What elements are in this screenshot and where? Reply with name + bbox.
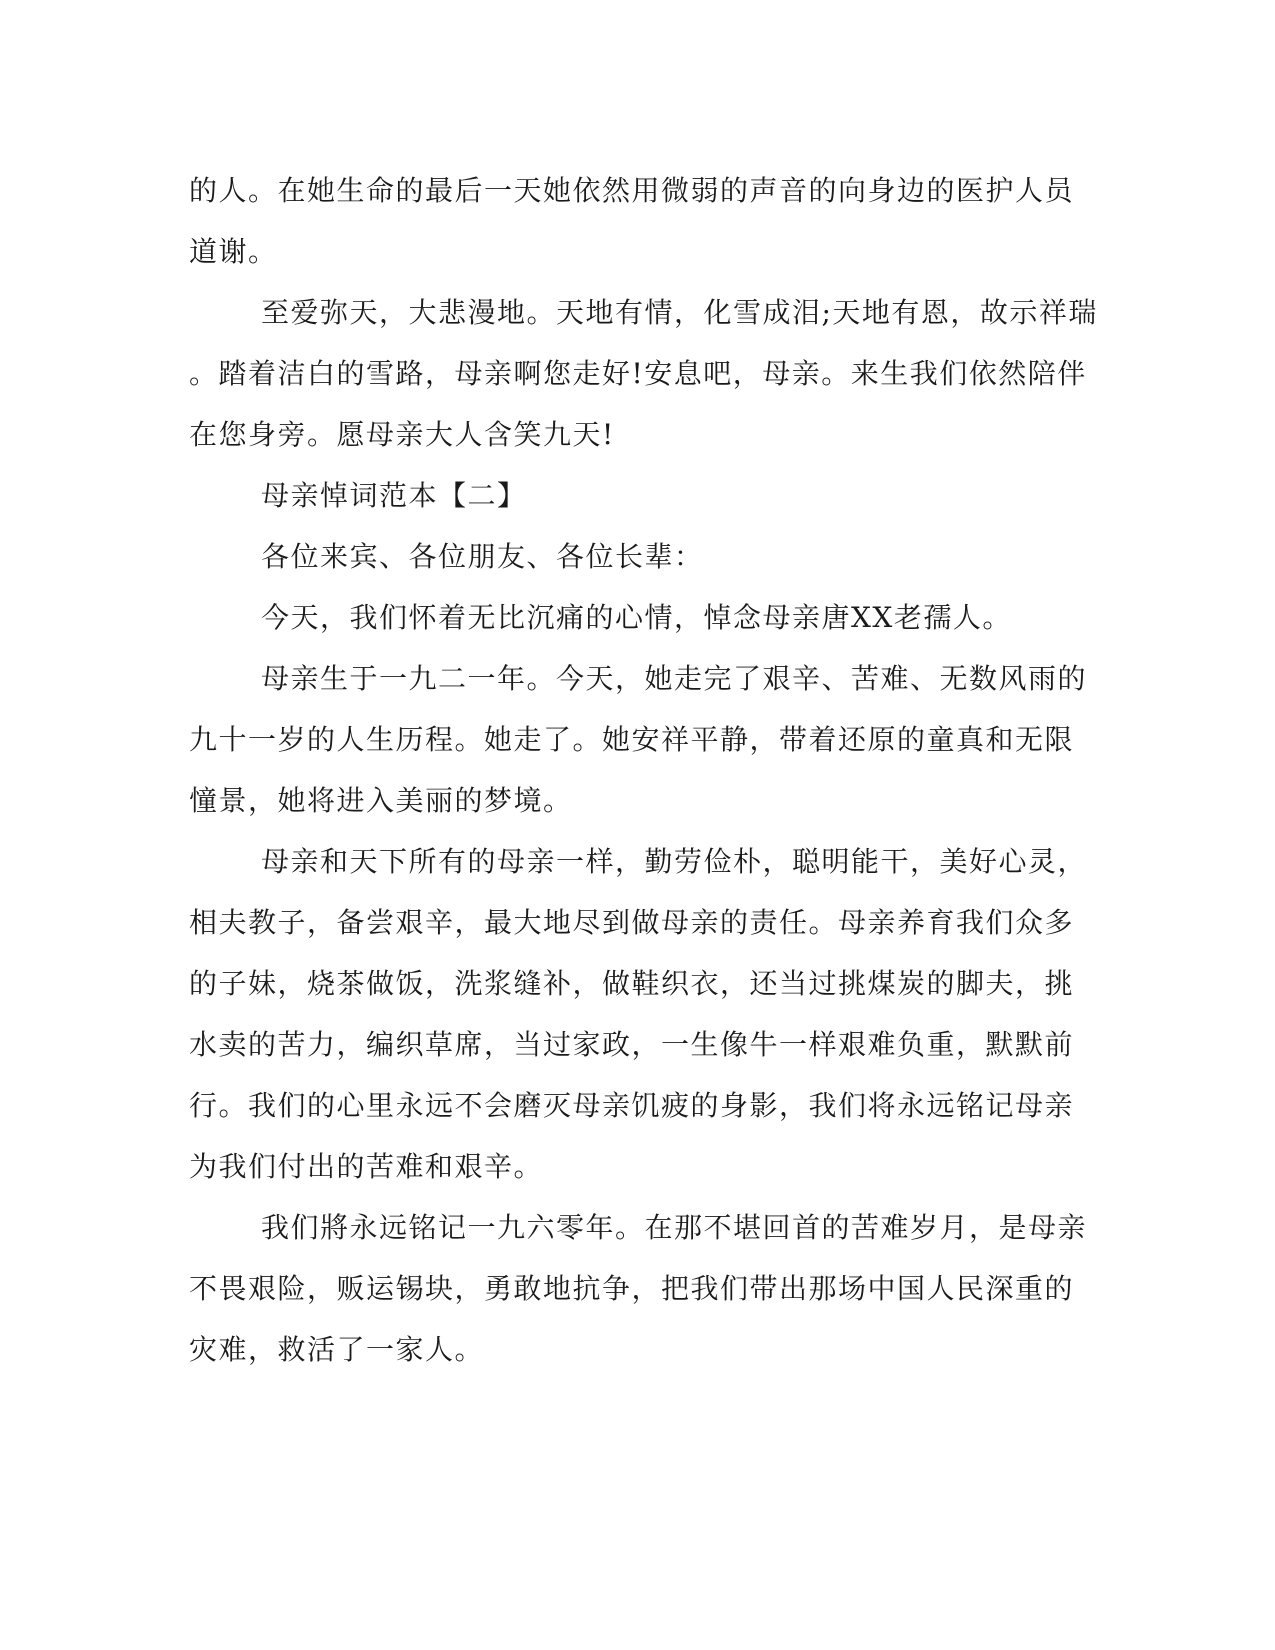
text-line: 母亲生于一九二一年。今天，她走完了艰辛、苦难、无数风雨的	[261, 662, 1088, 695]
text-line: 在您身旁。愿母亲大人含笑九天!	[189, 418, 615, 451]
text-line: 为我们付出的苦难和艰辛。	[189, 1150, 544, 1183]
text-line: 九十一岁的人生历程。她走了。她安祥平静，带着还原的童真和无限	[189, 723, 1075, 756]
text-line: 。踏着洁白的雪路，母亲啊您走好!安息吧，母亲。来生我们依然陪伴	[189, 357, 1087, 390]
text-line: 道谢。	[189, 235, 278, 268]
text-line: 不畏艰险，贩运锡块，勇敢地抗争，把我们带出那场中国人民深重的	[189, 1272, 1075, 1305]
text-line: 至爱弥天，大悲漫地。天地有情，化雪成泪;天地有恩，故示祥瑞	[261, 296, 1098, 329]
text-line: 相夫教子，备尝艰辛，最大地尽到做母亲的责任。母亲养育我们众多	[189, 906, 1075, 939]
text-line: 今天，我们怀着无比沉痛的心情，悼念母亲唐XX老孺人。	[261, 601, 1012, 634]
text-line: 灾难，救活了一家人。	[189, 1333, 485, 1366]
text-line: 我们將永远铭记一九六零年。在那不堪回首的苦难岁月，是母亲	[261, 1211, 1088, 1244]
section-heading: 母亲悼词范本【二】	[261, 479, 527, 512]
text-line: 水卖的苦力，编织草席，当过家政，一生像牛一样艰难负重，默默前	[189, 1028, 1075, 1061]
text-line: 憧景，她将进入美丽的梦境。	[189, 784, 573, 817]
text-line: 的子妹，烧茶做饭，洗浆缝补，做鞋织衣，还当过挑煤炭的脚夫，挑	[189, 967, 1075, 1000]
text-line: 的人。在她生命的最后一天她依然用微弱的声音的向身边的医护人员	[189, 174, 1075, 207]
text-line: 母亲和天下所有的母亲一样，勤劳俭朴，聪明能干，美好心灵，	[261, 845, 1088, 878]
salutation: 各位来宾、各位朋友、各位长辈：	[261, 540, 704, 573]
text-line: 行。我们的心里永远不会磨灭母亲饥疲的身影，我们将永远铭记母亲	[189, 1089, 1075, 1122]
document-body	[189, 160, 1098, 1380]
